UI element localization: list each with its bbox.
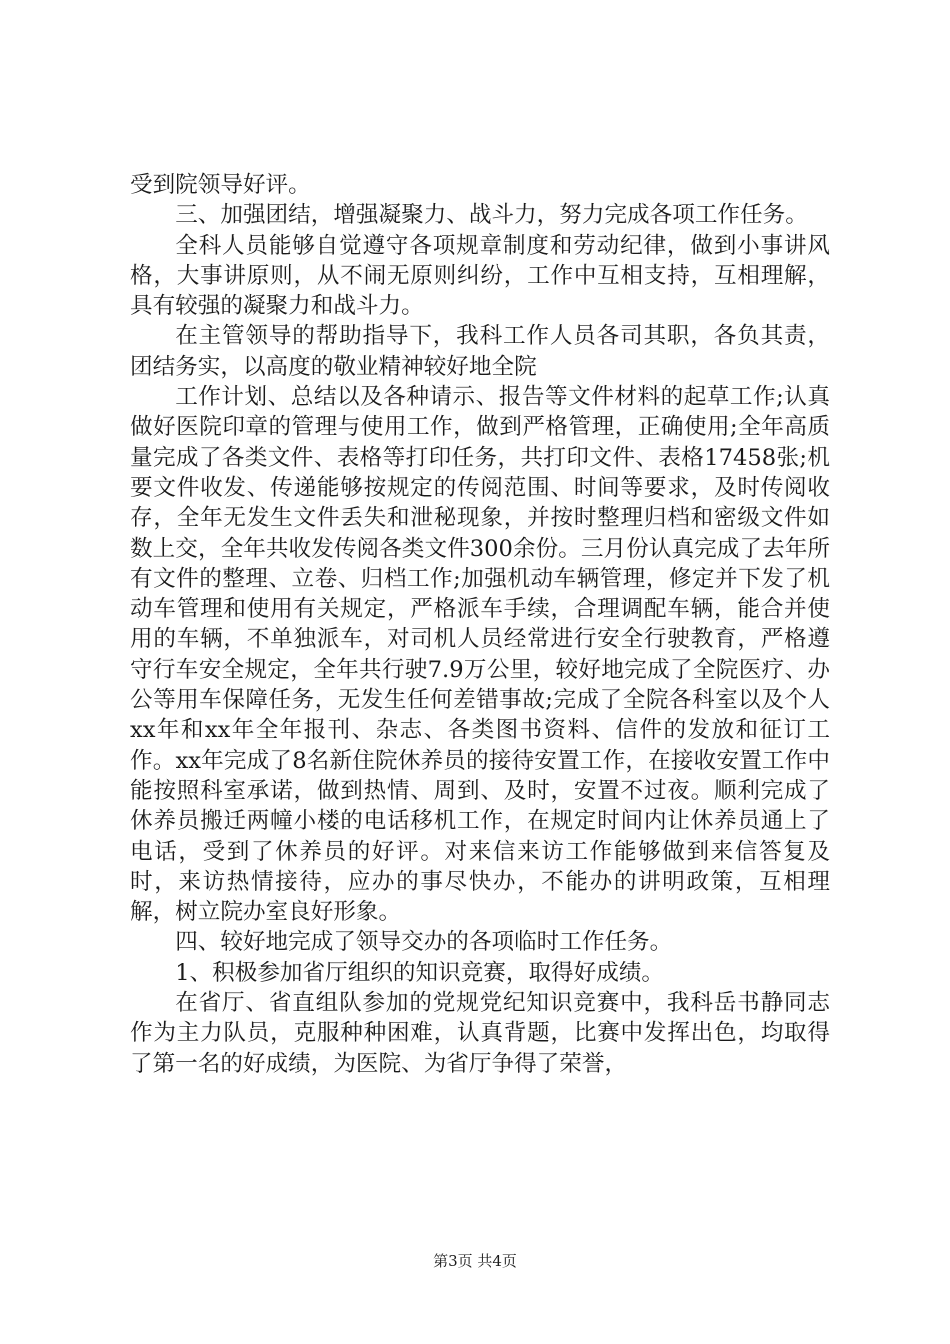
- paragraph-7-subheading-one: 1、积极参加省厅组织的知识竞赛，取得好成绩。: [175, 959, 665, 986]
- document-body: [130, 170, 830, 1079]
- paragraph-3: 全科人员能够自觉遵守各项规章制度和劳动纪律，做到小事讲风格，大事讲原则，从不闹无原则纠纷，工作中互相支持，互相理解，具有较强的凝聚力和战斗力。: [130, 232, 830, 320]
- page-number-footer: 第3页 共4页: [433, 1252, 517, 1270]
- paragraph-6-heading-four: 四、较好地完成了领导交办的各项临时工作任务。: [175, 929, 673, 956]
- paragraph-5: 工作计划、总结以及各种请示、报告等文件材料的起草工作;认真做好医院印章的管理与使用工作，做到严格管理，正确使用;全年高质量完成了各类文件、表格等打印任务，共打印文件、表格17458张;机要文件收发、传递能够按规定的传阅范围、时间等要求，及时传阅收存，全年无发生文件丢失和泄秘现象，并按时整理归档和密级文件如数上交，全年共收发传阅各类文件300余份。三月份认真完成了去年所有文件的整理、立卷、归档工作;加强机动车辆管理，修定并下发了机动车管理和使用有关规定，严格派车手续，合理调配车辆，能合并使用的车辆，不单独派车，对司机人员经常进行安全行驶教育，严格遵守行车安全规定，全年共行驶7.9万公里，较好地完成了全院医疗、办公等用车保障任务，无发生任何差错事故;完成了全院各科室以及个人xx年和xx年全年报刊、杂志、各类图书资料、信件的发放和征订工作。xx年完成了8名新住院休养员的接待安置工作，在接收安置工作中能按照科室承诺，做到热情、周到、及时，安置不过夜。顺利完成了休养员搬迁两幢小楼的电话移机工作，在规定时间内让休养员通上了电话，受到了休养员的好评。对来信来访工作能够做到来信答复及时，来访热情接待，应办的事尽快办，不能办的讲明政策，互相理解，树立院办室良好形象。: [130, 384, 830, 926]
- paragraph-4: 在主管领导的帮助指导下，我科工作人员各司其职，各负其责，团结务实，以高度的敬业精神较好地全院: [130, 323, 830, 380]
- paragraph-2-heading-three: 三、加强团结，增强凝聚力、战斗力，努力完成各项工作任务。: [175, 202, 808, 229]
- paragraph-1: 受到院领导好评。: [130, 172, 311, 198]
- paragraph-8: 在省厅、省直组队参加的党规党纪知识竞赛中，我科岳书静同志作为主力队员，克服种种困难，认真背题，比赛中发挥出色，均取得了第一名的好成绩，为医院、为省厅争得了荣誉，: [130, 990, 830, 1077]
